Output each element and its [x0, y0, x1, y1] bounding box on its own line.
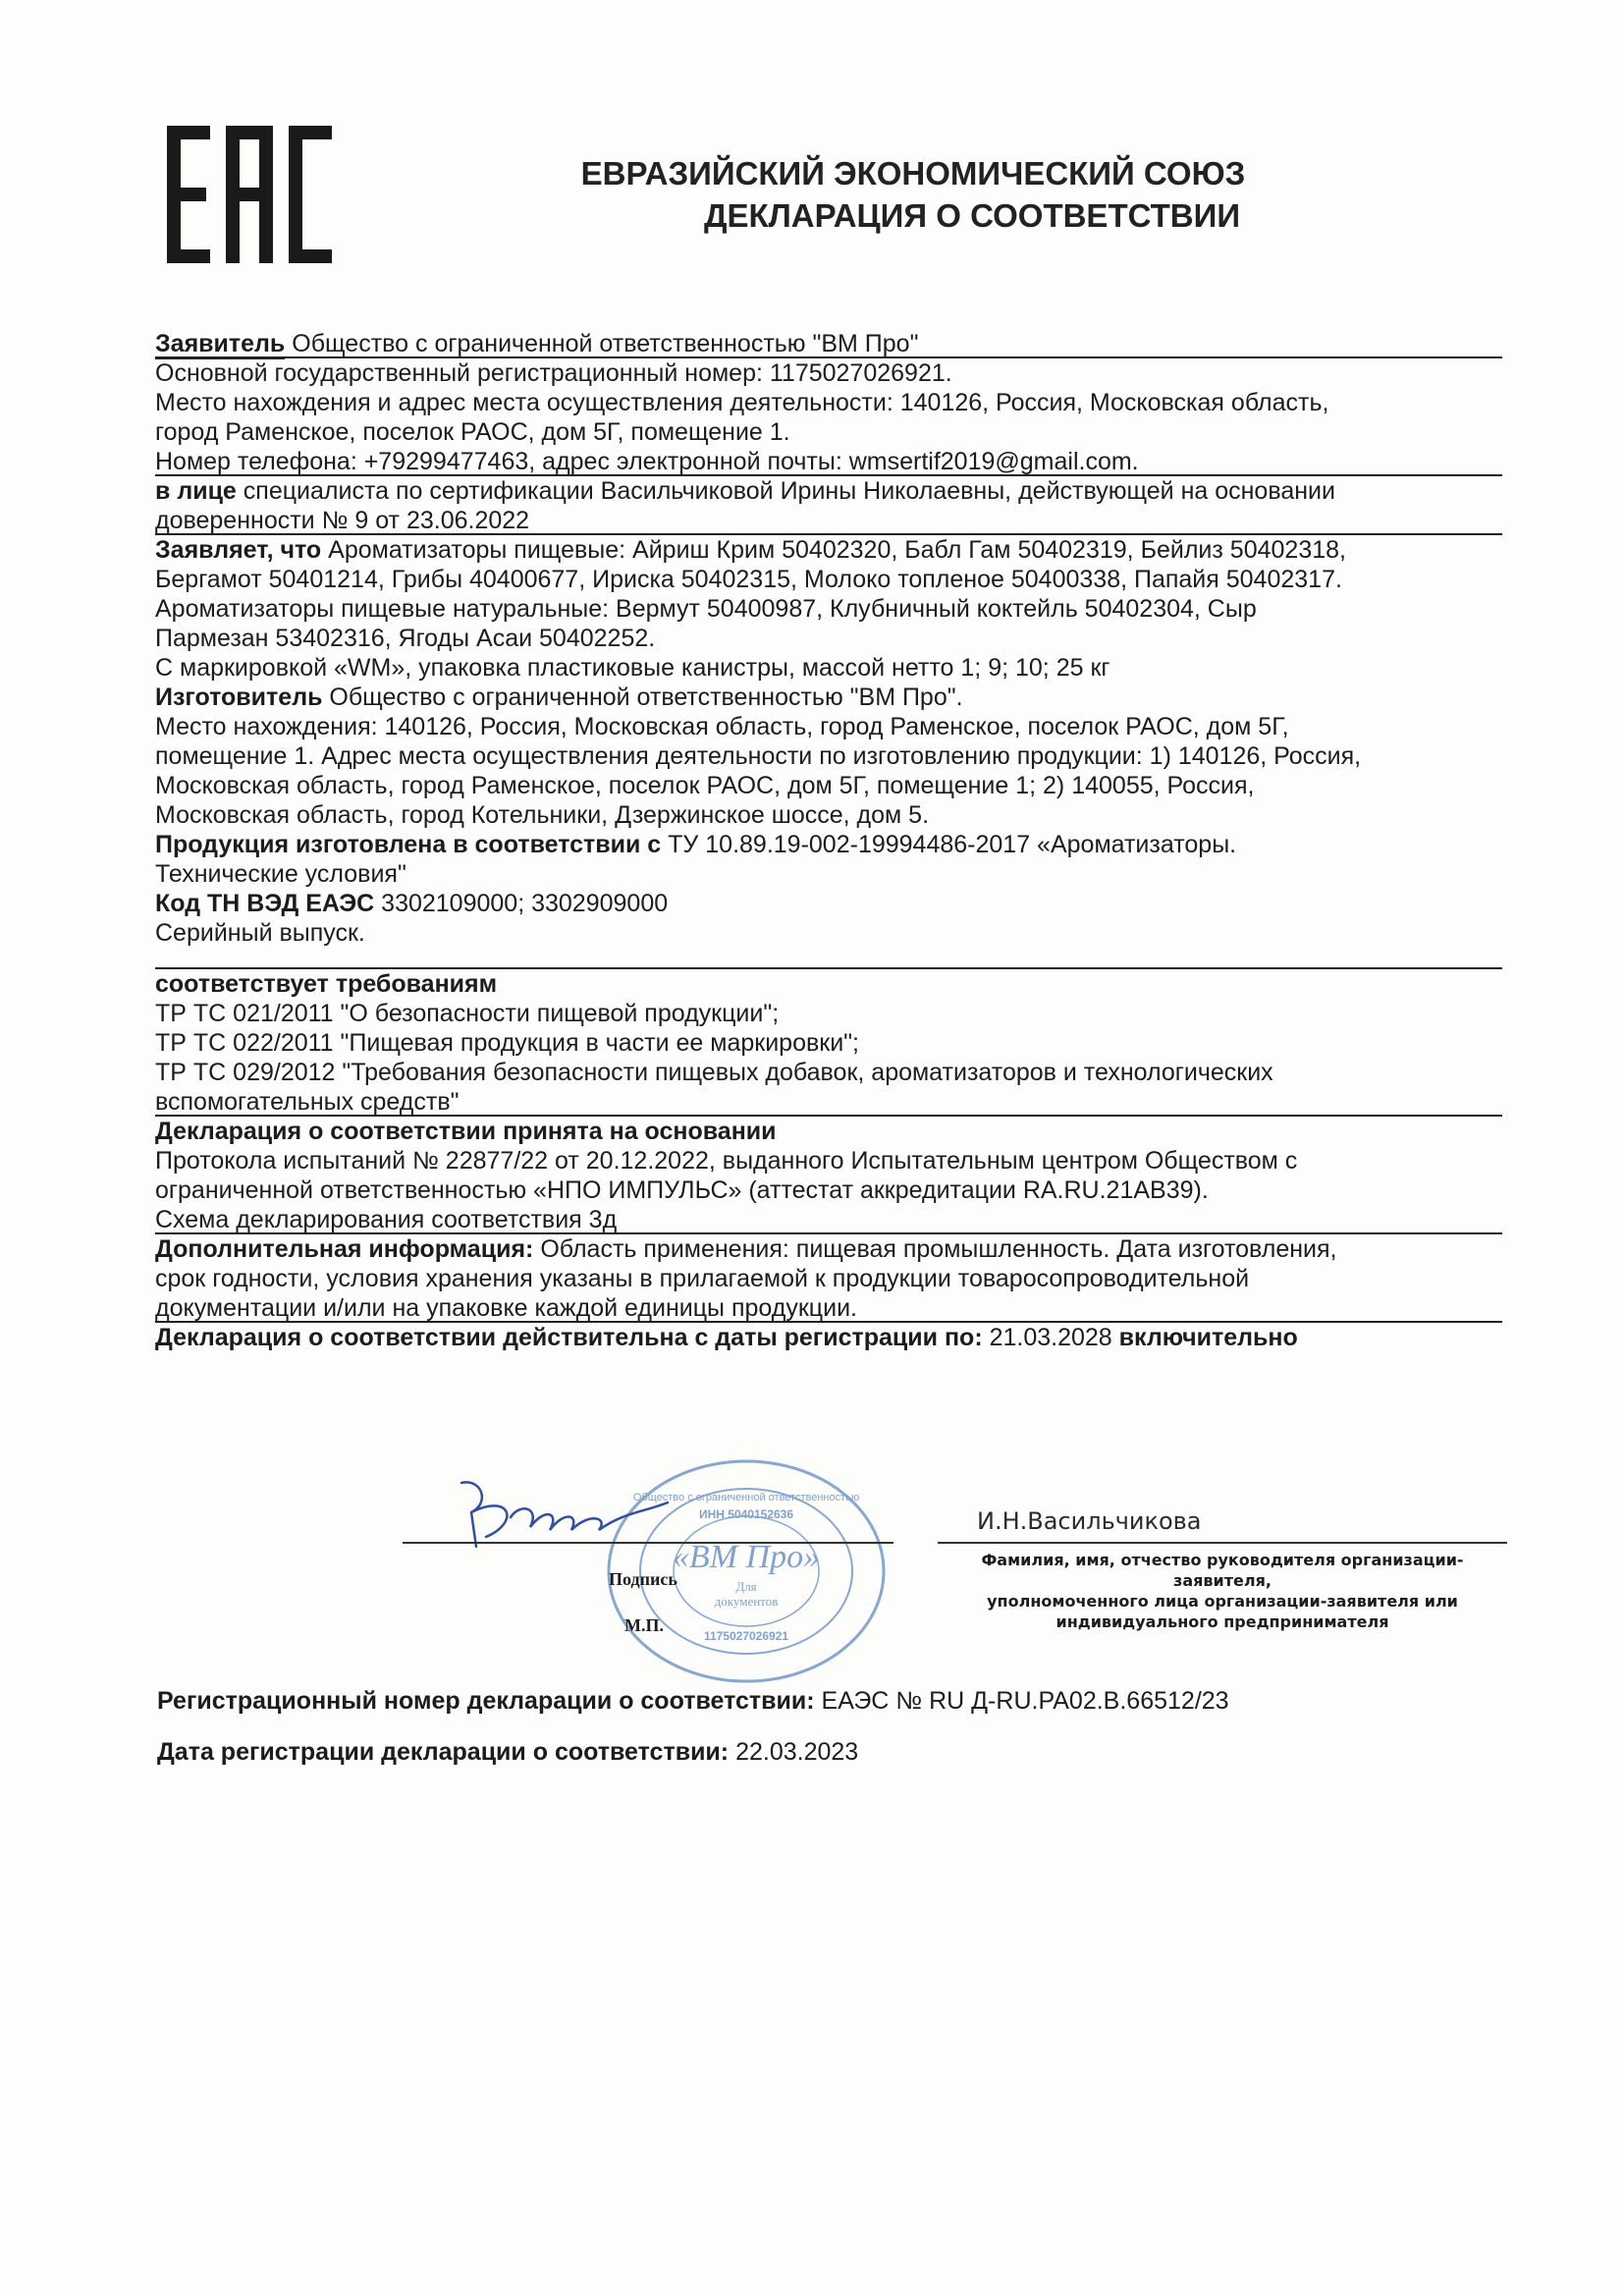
declares-text-3: Ароматизаторы пищевые натуральные: Вермут 50400987, Клубничный коктейль 50402304, Сыр — [155, 595, 1257, 623]
signature-area — [0, 1453, 1624, 1650]
additional-text-2: срок годности, условия хранения указаны в прилагаемой к продукции товаросопроводительной — [155, 1265, 1250, 1292]
declares-label: Заявляет, что — [155, 536, 322, 564]
signer-caption-line-3: индивидуального предпринимателя — [1056, 1613, 1389, 1631]
registration-number — [157, 1687, 1229, 1716]
manufacturer-line — [155, 683, 1471, 712]
stamp-sub-2: документов — [714, 1594, 779, 1609]
signature-line — [403, 1542, 893, 1544]
basis-text-1: Протокола испытаний № 22877/22 от 20.12.2022, выданного Испытательным центром Обществом с — [155, 1147, 1298, 1175]
registration-date-label: Дата регистрации декларации о соответствии: — [157, 1738, 730, 1766]
registration-date — [157, 1738, 858, 1767]
manufacturer-text-1: Место нахождения: 140126, Россия, Московская область, город Раменское, поселок РАОС, дом 5Г, — [155, 713, 1289, 740]
tnved-line — [155, 889, 1471, 918]
declares-text-5: С маркировкой «WM», упаковка пластиковые канистры, массой нетто 1; 9; 10; 25 кг — [155, 654, 1110, 682]
applicant-line — [155, 329, 1471, 358]
tnved-value: 3302109000; 3302909000 — [374, 890, 669, 917]
requirements-item-3: ТР ТС 029/2012 "Требования безопасности пищевых добавок, ароматизаторов и технологических — [155, 1059, 1273, 1086]
basis-scheme-text: Схема декларирования соответствия 3д — [155, 1206, 618, 1233]
requirements-item-3-cont — [155, 1087, 1471, 1117]
additional-text-1: Область применения: пищевая промышленность. Дата изготовления, — [533, 1235, 1337, 1263]
representative-line — [155, 476, 1471, 506]
header-declaration-title: ДЕКЛАРАЦИЯ О СООТВЕТСТВИИ — [703, 197, 1241, 234]
manufacturer-text-4: Московская область, город Котельники, Дзержинское шоссе, дом 5. — [155, 801, 930, 829]
stamp-ring-top: Общество с ограниченной ответственностью — [632, 1492, 860, 1503]
additional-line — [155, 1234, 1471, 1264]
applicant-name: Общество с ограниченной ответственностью "ВМ Про" — [285, 330, 919, 357]
tnved-label: Код ТН ВЭД ЕАЭС — [155, 890, 375, 917]
applicant-address-1: Место нахождения и адрес места осуществления деятельности: 140126, Россия, Московская область, — [155, 389, 1329, 416]
signature-caption: Подпись — [609, 1569, 677, 1589]
validity-date: 21.03.2028 — [982, 1324, 1112, 1351]
eac-mark-icon — [167, 126, 334, 263]
serial-release-text: Серийный выпуск. — [155, 919, 365, 947]
requirements-item-2: ТР ТС 022/2011 "Пищевая продукция в части ее маркировки"; — [155, 1029, 859, 1057]
applicant-label: Заявитель — [155, 330, 286, 357]
produced-text-1: ТУ 10.89.19-002-19994486-2017 «Ароматизаторы. — [661, 831, 1237, 858]
additional-label: Дополнительная информация: — [155, 1235, 534, 1263]
handwritten-signature — [452, 1473, 677, 1552]
signer-caption-line-1: Фамилия, имя, отчество руководителя организации-заявителя, — [981, 1551, 1464, 1590]
stamp-ogrn: 1175027026921 — [703, 1629, 789, 1643]
representative-power-of-attorney — [155, 506, 1471, 535]
produced-label: Продукция изготовлена в соответствии с — [155, 831, 662, 858]
additional-text-3-line — [155, 1293, 1471, 1323]
signer-caption-line-2: уполномоченного лица организации-заявителя или — [987, 1592, 1458, 1611]
declares-text-4: Пармезан 53402316, Ягоды Асаи 50402252. — [155, 625, 656, 652]
declares-text-2: Бергамот 50401214, Грибы 40400677, Ириска 50402315, Молоко топленое 50400338, Папайя 50402317. — [155, 566, 1342, 593]
applicant-ogrn: Основной государственный регистрационный номер: 1175027026921. — [155, 359, 952, 387]
declares-text-1: Ароматизаторы пищевые: Айриш Крим 50402320, Бабл Гам 50402319, Бейлиз 50402318, — [321, 536, 1346, 564]
manufacturer-label: Изготовитель — [155, 683, 323, 711]
serial-release — [155, 918, 1471, 948]
applicant-contacts — [155, 447, 1471, 476]
requirements-item-1: ТР ТС 021/2011 "О безопасности пищевой продукции"; — [155, 1000, 780, 1027]
stamp-place-caption: М.П. — [624, 1615, 664, 1635]
registration-number-value: ЕАЭС № RU Д-RU.PA02.B.66512/23 — [814, 1687, 1229, 1715]
requirements-label: соответствует требованиям — [155, 970, 498, 998]
basis-text-2: ограниченной ответственностью «НПО ИМПУЛЬС» (аттестат аккредитации RA.RU.21АВ39). — [155, 1176, 1209, 1204]
validity-line — [155, 1323, 1471, 1352]
applicant-address-2: город Раменское, поселок РАОС, дом 5Г, помещение 1. — [155, 418, 790, 446]
declaration-body — [155, 329, 1471, 1352]
stamp-inn: ИНН 5040152636 — [698, 1507, 794, 1521]
stamp-org: «ВМ Про» — [672, 1539, 821, 1575]
basis-label: Декларация о соответствии принята на основании — [155, 1118, 777, 1145]
registration-date-value: 22.03.2023 — [729, 1738, 859, 1766]
document-header — [373, 152, 1453, 237]
validity-label: Декларация о соответствии действительна с даты регистрации по: — [155, 1324, 983, 1351]
representative-label: в лице — [155, 477, 237, 505]
representative-text: специалиста по сертификации Васильчиковой Ирины Николаевны, действующей на основании — [236, 477, 1335, 505]
validity-suffix: включительно — [1111, 1324, 1298, 1351]
additional-text-3: документации и/или на упаковке каждой единицы продукции. — [155, 1294, 857, 1322]
requirements-item-3-cont-text: вспомогательных средств" — [155, 1088, 460, 1116]
produced-text-2: Технические условия" — [155, 860, 406, 888]
applicant-contacts-text: Номер телефона: +79299477463, адрес электронной почты: wmsertif2019@gmail.com. — [155, 448, 1139, 475]
signer-name-line — [938, 1542, 1507, 1544]
manufacturer-name: Общество с ограниченной ответственностью "ВМ Про". — [322, 683, 963, 711]
basis-line — [155, 1117, 1471, 1146]
stamp-sub-1: Для — [735, 1579, 757, 1594]
manufacturer-text-2: помещение 1. Адрес места осуществления деятельности по изготовлению продукции: 1) 140126, Россия, — [155, 742, 1362, 770]
registration-number-label: Регистрационный номер декларации о соответствии: — [157, 1687, 815, 1715]
representative-text-2: доверенности № 9 от 23.06.2022 — [155, 507, 530, 534]
declares-line — [155, 535, 1471, 565]
manufacturer-text-3: Московская область, город Раменское, поселок РАОС, дом 5Г, помещение 1; 2) 140055, Россия, — [155, 772, 1255, 799]
signer-caption — [938, 1550, 1507, 1632]
produced-line — [155, 830, 1471, 859]
header-union-title: ЕВРАЗИЙСКИЙ ЭКОНОМИЧЕСКИЙ СОЮЗ — [580, 155, 1246, 191]
signer-name: И.Н.Васильчикова — [977, 1507, 1202, 1535]
requirements-line — [155, 969, 1471, 999]
basis-scheme — [155, 1205, 1471, 1234]
section-spacer — [155, 948, 1471, 969]
